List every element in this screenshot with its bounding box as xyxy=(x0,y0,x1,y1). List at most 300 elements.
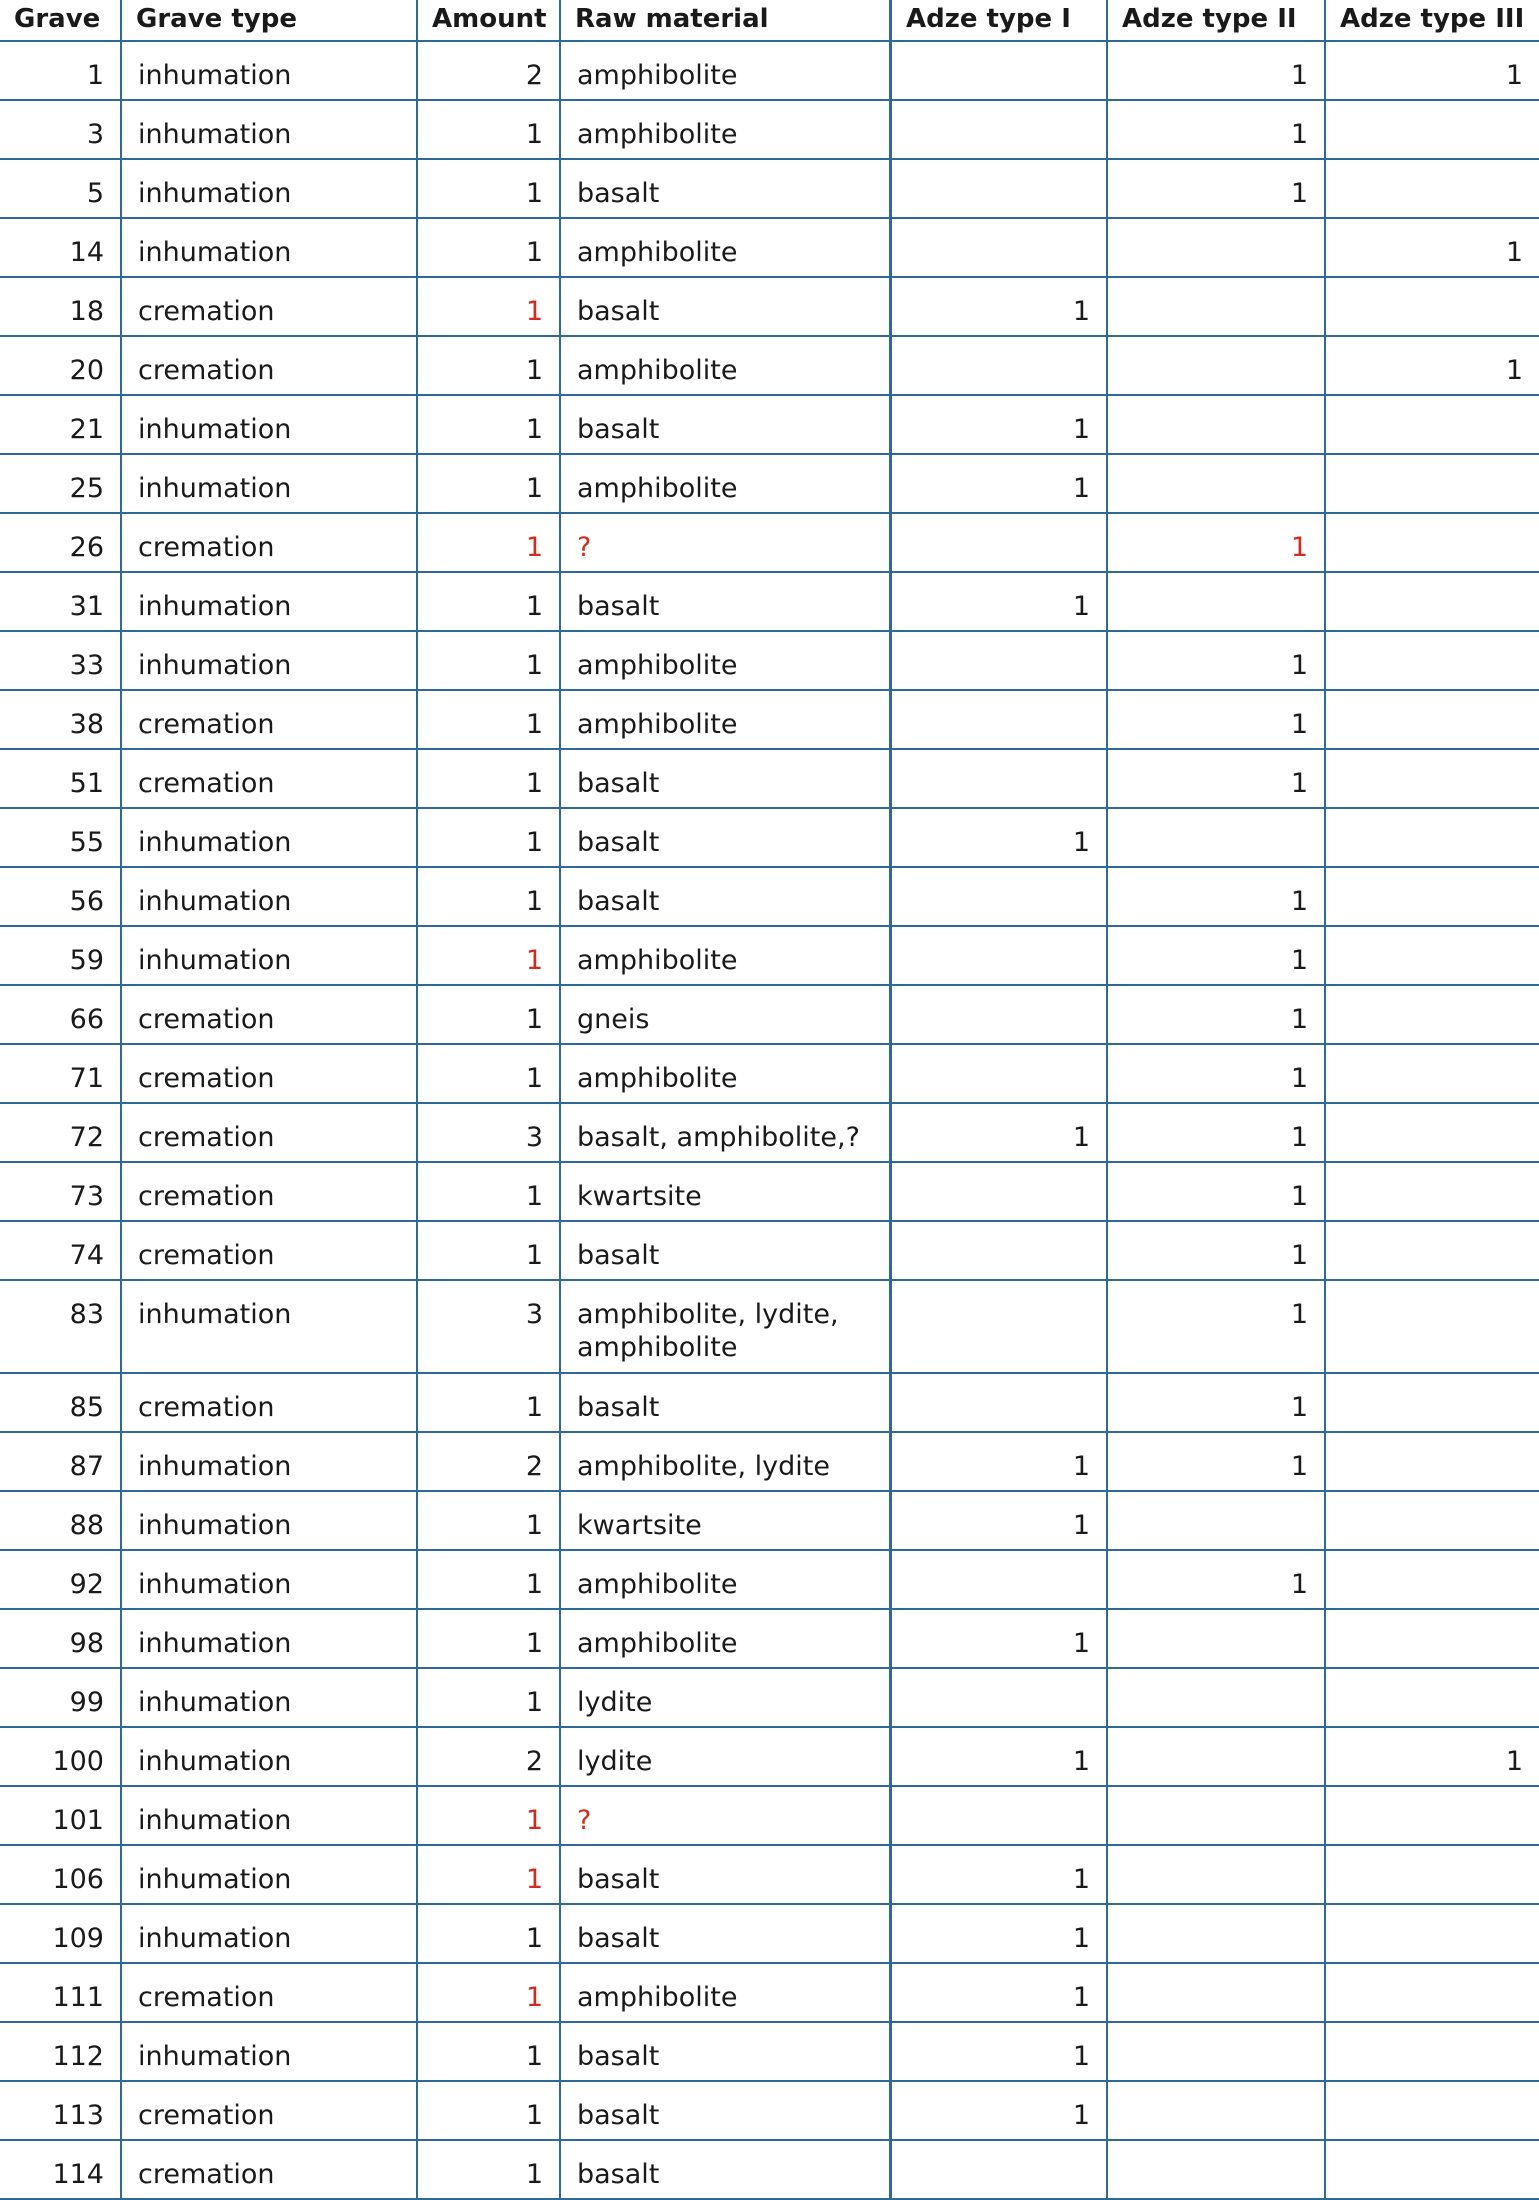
cell-amount xyxy=(416,632,559,689)
cell-adze-type-1-text xyxy=(892,1551,1090,1568)
table-row xyxy=(0,514,1539,573)
cell-raw-material-text: amphibolite xyxy=(577,1063,738,1094)
cell-adze-type-3-text xyxy=(1326,1281,1523,1298)
cell-adze-type-2 xyxy=(1106,1374,1324,1431)
cell-adze-type-1-text xyxy=(892,1281,1090,1298)
cell-grave-text: 87 xyxy=(69,1451,104,1482)
cell-adze-type-3-text xyxy=(1326,1905,1523,1922)
cell-adze-type-3-text xyxy=(1326,396,1523,413)
cell-adze-type-2-text xyxy=(1108,2082,1308,2099)
cell-adze-type-2-text: 1 xyxy=(1290,1569,1308,1600)
cell-adze-type-2-text xyxy=(1108,1964,1308,1981)
cell-amount xyxy=(416,691,559,748)
cell-grave-type-text: cremation xyxy=(138,1240,275,1271)
cell-adze-type-3 xyxy=(1324,1610,1539,1667)
table-row xyxy=(0,750,1539,809)
cell-amount xyxy=(416,219,559,276)
cell-adze-type-3 xyxy=(1324,1492,1539,1549)
cell-adze-type-1-text xyxy=(892,1045,1090,1062)
cell-adze-type-2 xyxy=(1106,750,1324,807)
cell-raw-material xyxy=(559,1374,889,1431)
cell-adze-type-3-text xyxy=(1326,1669,1523,1686)
cell-adze-type-1 xyxy=(889,868,1106,925)
cell-grave-type xyxy=(120,750,416,807)
cell-adze-type-3-text xyxy=(1326,1433,1523,1450)
cell-adze-type-1 xyxy=(889,1669,1106,1726)
cell-adze-type-1 xyxy=(889,1492,1106,1549)
cell-adze-type-3 xyxy=(1324,927,1539,984)
cell-adze-type-1-text: 1 xyxy=(1072,473,1090,504)
cell-adze-type-1 xyxy=(889,101,1106,158)
cell-raw-material xyxy=(559,809,889,866)
cell-raw-material-text: amphibolite xyxy=(577,1569,738,1600)
table-row xyxy=(0,219,1539,278)
cell-adze-type-3-text xyxy=(1326,1610,1523,1627)
cell-grave-text: 72 xyxy=(69,1122,104,1153)
cell-adze-type-2-text xyxy=(1108,1728,1308,1745)
cell-raw-material-text: lydite xyxy=(577,1746,653,1777)
cell-grave xyxy=(0,632,120,689)
cell-adze-type-2-text: 1 xyxy=(1290,709,1308,740)
table-row xyxy=(0,691,1539,750)
cell-grave-type-text: inhumation xyxy=(138,1299,292,1330)
cell-adze-type-2-text: 1 xyxy=(1290,178,1308,209)
cell-amount-text: 2 xyxy=(525,1451,543,1482)
cell-adze-type-2-text xyxy=(1108,219,1308,236)
cell-adze-type-1 xyxy=(889,219,1106,276)
cell-amount xyxy=(416,337,559,394)
cell-amount-text: 1 xyxy=(525,591,543,622)
cell-adze-type-2 xyxy=(1106,1669,1324,1726)
cell-grave xyxy=(0,1669,120,1726)
table-row xyxy=(0,986,1539,1045)
cell-raw-material xyxy=(559,1281,889,1372)
cell-amount xyxy=(416,1045,559,1102)
cell-adze-type-2 xyxy=(1106,1728,1324,1785)
cell-adze-type-2 xyxy=(1106,809,1324,866)
cell-amount xyxy=(416,160,559,217)
cell-raw-material-text: amphibolite xyxy=(577,237,738,268)
cell-grave-text: 114 xyxy=(52,2159,104,2190)
cell-amount-text: 3 xyxy=(525,1122,543,1153)
cell-raw-material xyxy=(559,160,889,217)
header-adze-type-2: Adze type II xyxy=(1106,0,1324,40)
cell-amount xyxy=(416,1846,559,1903)
cell-adze-type-1-text xyxy=(892,1222,1090,1239)
cell-grave-text: 25 xyxy=(69,473,104,504)
cell-adze-type-3-text xyxy=(1326,101,1523,118)
cell-grave xyxy=(0,1222,120,1279)
cell-adze-type-2 xyxy=(1106,1905,1324,1962)
table-row xyxy=(0,101,1539,160)
cell-adze-type-1 xyxy=(889,1281,1106,1372)
table-row xyxy=(0,1163,1539,1222)
header-adze-type-1: Adze type I xyxy=(889,0,1106,40)
cell-grave xyxy=(0,2082,120,2139)
cell-adze-type-2-text xyxy=(1108,337,1308,354)
cell-grave-type xyxy=(120,1433,416,1490)
cell-amount-text: 1 xyxy=(525,1628,543,1659)
cell-adze-type-3 xyxy=(1324,1104,1539,1161)
cell-raw-material xyxy=(559,455,889,512)
cell-amount xyxy=(416,396,559,453)
cell-grave-type-text: inhumation xyxy=(138,60,292,91)
cell-grave xyxy=(0,573,120,630)
cell-adze-type-1 xyxy=(889,632,1106,689)
cell-raw-material-text: basalt xyxy=(577,1240,660,1271)
cell-raw-material xyxy=(559,1222,889,1279)
cell-amount-text: 1 xyxy=(525,1864,543,1895)
cell-raw-material-text: amphibolite xyxy=(577,945,738,976)
cell-adze-type-3 xyxy=(1324,396,1539,453)
cell-grave-text: 21 xyxy=(69,414,104,445)
cell-grave-text: 3 xyxy=(86,119,104,150)
cell-adze-type-2-text xyxy=(1108,809,1308,826)
cell-adze-type-2 xyxy=(1106,1104,1324,1161)
cell-adze-type-2 xyxy=(1106,514,1324,571)
cell-adze-type-2 xyxy=(1106,396,1324,453)
cell-raw-material xyxy=(559,750,889,807)
table-row xyxy=(0,1551,1539,1610)
cell-adze-type-3 xyxy=(1324,1281,1539,1372)
cell-grave xyxy=(0,868,120,925)
cell-adze-type-2-text xyxy=(1108,1492,1308,1509)
cell-grave-type-text: cremation xyxy=(138,1181,275,1212)
cell-adze-type-2 xyxy=(1106,101,1324,158)
cell-amount-text: 1 xyxy=(525,2100,543,2131)
cell-amount xyxy=(416,278,559,335)
cell-adze-type-2-text: 1 xyxy=(1290,768,1308,799)
cell-amount-text: 1 xyxy=(525,178,543,209)
cell-grave-type xyxy=(120,2023,416,2080)
cell-grave-type-text: cremation xyxy=(138,1063,275,1094)
cell-grave xyxy=(0,101,120,158)
cell-amount-text: 1 xyxy=(525,886,543,917)
cell-grave-type-text: cremation xyxy=(138,768,275,799)
cell-adze-type-1-text xyxy=(892,927,1090,944)
cell-grave-type xyxy=(120,1787,416,1844)
table-row xyxy=(0,1846,1539,1905)
cell-adze-type-3 xyxy=(1324,573,1539,630)
cell-amount-text: 1 xyxy=(525,1510,543,1541)
cell-adze-type-2-text xyxy=(1108,2023,1308,2040)
cell-adze-type-1-text xyxy=(892,986,1090,1003)
cell-amount xyxy=(416,1281,559,1372)
cell-adze-type-2-text: 1 xyxy=(1290,60,1308,91)
cell-adze-type-3 xyxy=(1324,809,1539,866)
cell-adze-type-3-text xyxy=(1326,691,1523,708)
cell-raw-material xyxy=(559,927,889,984)
cell-adze-type-1 xyxy=(889,1551,1106,1608)
cell-amount-text: 1 xyxy=(525,2041,543,2072)
cell-adze-type-1-text: 1 xyxy=(1072,1122,1090,1153)
cell-grave-text: 66 xyxy=(69,1004,104,1035)
cell-raw-material xyxy=(559,1045,889,1102)
cell-amount-text: 1 xyxy=(525,650,543,681)
cell-adze-type-3-text: 1 xyxy=(1505,1746,1523,1777)
cell-grave xyxy=(0,455,120,512)
cell-grave xyxy=(0,1787,120,1844)
cell-raw-material-text: amphibolite xyxy=(577,1982,738,2013)
cell-amount-text: 1 xyxy=(525,1240,543,1271)
cell-grave-text: 113 xyxy=(52,2100,104,2131)
cell-amount-text: 1 xyxy=(525,709,543,740)
cell-adze-type-1 xyxy=(889,160,1106,217)
cell-adze-type-1-text: 1 xyxy=(1072,296,1090,327)
cell-raw-material xyxy=(559,514,889,571)
cell-grave xyxy=(0,2023,120,2080)
cell-grave-type xyxy=(120,927,416,984)
cell-grave xyxy=(0,750,120,807)
cell-adze-type-1-text xyxy=(892,1374,1090,1391)
cell-grave-type-text: inhumation xyxy=(138,1569,292,1600)
cell-amount xyxy=(416,809,559,866)
cell-amount-text: 1 xyxy=(525,1923,543,1954)
cell-raw-material xyxy=(559,2082,889,2139)
cell-adze-type-1 xyxy=(889,1433,1106,1490)
cell-grave-type xyxy=(120,1281,416,1372)
cell-grave xyxy=(0,809,120,866)
cell-raw-material xyxy=(559,632,889,689)
cell-adze-type-3 xyxy=(1324,868,1539,925)
cell-amount xyxy=(416,514,559,571)
cell-grave-text: 109 xyxy=(52,1923,104,1954)
cell-adze-type-2-text xyxy=(1108,1846,1308,1863)
cell-adze-type-1-text xyxy=(892,101,1090,118)
cell-grave-text: 112 xyxy=(52,2041,104,2072)
table-row xyxy=(0,1964,1539,2023)
cell-adze-type-1-text: 1 xyxy=(1072,1864,1090,1895)
cell-raw-material xyxy=(559,1905,889,1962)
table-row xyxy=(0,1374,1539,1433)
cell-adze-type-3 xyxy=(1324,1163,1539,1220)
cell-adze-type-3 xyxy=(1324,750,1539,807)
cell-amount xyxy=(416,1104,559,1161)
cell-grave xyxy=(0,1433,120,1490)
cell-raw-material-text: basalt xyxy=(577,414,660,445)
cell-grave xyxy=(0,691,120,748)
cell-grave-type xyxy=(120,1846,416,1903)
cell-raw-material xyxy=(559,1610,889,1667)
cell-grave-type-text: cremation xyxy=(138,532,275,563)
cell-adze-type-3 xyxy=(1324,219,1539,276)
cell-adze-type-1-text: 1 xyxy=(1072,414,1090,445)
cell-adze-type-1-text: 1 xyxy=(1072,1982,1090,2013)
cell-grave-type xyxy=(120,514,416,571)
table-row xyxy=(0,160,1539,219)
cell-grave-text: 73 xyxy=(69,1181,104,1212)
cell-adze-type-2-text xyxy=(1108,1669,1308,1686)
cell-raw-material-text: ? xyxy=(577,532,592,563)
cell-adze-type-1-text: 1 xyxy=(1072,591,1090,622)
cell-grave-type xyxy=(120,1551,416,1608)
cell-raw-material-text: basalt xyxy=(577,886,660,917)
cell-raw-material xyxy=(559,396,889,453)
cell-adze-type-1 xyxy=(889,809,1106,866)
cell-adze-type-2 xyxy=(1106,42,1324,99)
table-row xyxy=(0,573,1539,632)
cell-raw-material xyxy=(559,868,889,925)
cell-adze-type-1 xyxy=(889,1163,1106,1220)
cell-adze-type-2 xyxy=(1106,337,1324,394)
cell-grave-type-text: inhumation xyxy=(138,945,292,976)
cell-grave xyxy=(0,2141,120,2198)
cell-adze-type-3 xyxy=(1324,1222,1539,1279)
cell-adze-type-1-text: 1 xyxy=(1072,827,1090,858)
cell-adze-type-2 xyxy=(1106,1551,1324,1608)
cell-grave xyxy=(0,278,120,335)
cell-adze-type-1-text xyxy=(892,219,1090,236)
cell-adze-type-2-text xyxy=(1108,396,1308,413)
cell-grave xyxy=(0,160,120,217)
header-grave: Grave xyxy=(14,4,101,34)
cell-grave-text: 38 xyxy=(69,709,104,740)
cell-grave-text: 20 xyxy=(69,355,104,386)
table-row xyxy=(0,1045,1539,1104)
cell-adze-type-2 xyxy=(1106,1045,1324,1102)
cell-adze-type-2 xyxy=(1106,455,1324,512)
cell-adze-type-1-text xyxy=(892,868,1090,885)
table-row xyxy=(0,1610,1539,1669)
cell-grave-type xyxy=(120,1610,416,1667)
cell-adze-type-1-text: 1 xyxy=(1072,2100,1090,2131)
table-row xyxy=(0,809,1539,868)
cell-grave-text: 88 xyxy=(69,1510,104,1541)
cell-grave xyxy=(0,986,120,1043)
table-row xyxy=(0,2023,1539,2082)
cell-adze-type-3-text xyxy=(1326,1787,1523,1804)
table-row xyxy=(0,396,1539,455)
cell-amount xyxy=(416,2082,559,2139)
cell-adze-type-1 xyxy=(889,514,1106,571)
cell-grave-type xyxy=(120,101,416,158)
cell-adze-type-1 xyxy=(889,396,1106,453)
cell-adze-type-3-text xyxy=(1326,2082,1523,2099)
cell-adze-type-1-text xyxy=(892,514,1090,531)
cell-grave-type xyxy=(120,42,416,99)
cell-adze-type-2-text: 1 xyxy=(1290,945,1308,976)
cell-adze-type-2 xyxy=(1106,278,1324,335)
cell-raw-material-text: ? xyxy=(577,1805,592,1836)
cell-adze-type-3-text xyxy=(1326,160,1523,177)
cell-grave-text: 111 xyxy=(52,1982,104,2013)
cell-adze-type-1 xyxy=(889,1104,1106,1161)
cell-adze-type-2 xyxy=(1106,1222,1324,1279)
cell-adze-type-1-text xyxy=(892,1163,1090,1180)
cell-grave-text: 98 xyxy=(69,1628,104,1659)
cell-adze-type-3-text xyxy=(1326,868,1523,885)
cell-amount xyxy=(416,455,559,512)
cell-grave-type xyxy=(120,809,416,866)
cell-adze-type-3 xyxy=(1324,514,1539,571)
cell-grave-type xyxy=(120,455,416,512)
cell-adze-type-2-text: 1 xyxy=(1290,1240,1308,1271)
cell-adze-type-3-text xyxy=(1326,1163,1523,1180)
cell-adze-type-1 xyxy=(889,750,1106,807)
cell-raw-material-text: basalt xyxy=(577,1864,660,1895)
cell-adze-type-2 xyxy=(1106,1846,1324,1903)
cell-grave-text: 56 xyxy=(69,886,104,917)
table-row xyxy=(0,927,1539,986)
cell-adze-type-3 xyxy=(1324,1551,1539,1608)
cell-amount xyxy=(416,868,559,925)
cell-grave-type xyxy=(120,1728,416,1785)
cell-amount xyxy=(416,1222,559,1279)
table-row xyxy=(0,632,1539,691)
cell-grave-type xyxy=(120,573,416,630)
cell-raw-material-text: kwartsite xyxy=(577,1181,702,1212)
cell-adze-type-3-text xyxy=(1326,809,1523,826)
cell-adze-type-3 xyxy=(1324,691,1539,748)
cell-grave-type-text: inhumation xyxy=(138,2041,292,2072)
cell-raw-material xyxy=(559,1728,889,1785)
cell-adze-type-2-text: 1 xyxy=(1290,532,1308,563)
cell-grave-type xyxy=(120,2082,416,2139)
cell-grave-type xyxy=(120,1222,416,1279)
cell-amount xyxy=(416,1787,559,1844)
cell-amount xyxy=(416,573,559,630)
cell-raw-material xyxy=(559,1433,889,1490)
cell-adze-type-2 xyxy=(1106,1492,1324,1549)
table-row xyxy=(0,1281,1539,1374)
cell-raw-material-text: amphibolite xyxy=(577,1628,738,1659)
header-amount: Amount xyxy=(416,0,559,40)
cell-raw-material xyxy=(559,573,889,630)
cell-amount xyxy=(416,1728,559,1785)
cell-raw-material-text: basalt xyxy=(577,2159,660,2190)
cell-adze-type-1-text xyxy=(892,750,1090,767)
cell-raw-material xyxy=(559,1846,889,1903)
cell-grave-type xyxy=(120,1669,416,1726)
cell-adze-type-2 xyxy=(1106,1787,1324,1844)
cell-adze-type-1 xyxy=(889,2141,1106,2198)
cell-raw-material xyxy=(559,691,889,748)
cell-grave-text: 83 xyxy=(69,1299,104,1330)
cell-grave-type xyxy=(120,396,416,453)
cell-grave-type-text: cremation xyxy=(138,709,275,740)
cell-adze-type-2 xyxy=(1106,2082,1324,2139)
cell-amount xyxy=(416,927,559,984)
table-header-row xyxy=(0,0,1539,42)
cell-grave-type xyxy=(120,1045,416,1102)
cell-grave xyxy=(0,1905,120,1962)
cell-raw-material-text: lydite xyxy=(577,1687,653,1718)
cell-amount-text: 1 xyxy=(525,1004,543,1035)
cell-grave-text: 99 xyxy=(69,1687,104,1718)
cell-adze-type-2-text: 1 xyxy=(1290,1299,1308,1330)
cell-grave-text: 85 xyxy=(69,1392,104,1423)
cell-raw-material xyxy=(559,1669,889,1726)
cell-amount-text: 1 xyxy=(525,532,543,563)
cell-adze-type-3 xyxy=(1324,986,1539,1043)
cell-adze-type-1-text: 1 xyxy=(1072,2041,1090,2072)
cell-adze-type-2 xyxy=(1106,927,1324,984)
cell-grave-text: 5 xyxy=(86,178,104,209)
cell-raw-material-text: basalt xyxy=(577,2100,660,2131)
cell-adze-type-3-text xyxy=(1326,1846,1523,1863)
cell-grave-type xyxy=(120,1905,416,1962)
cell-raw-material-text: basalt xyxy=(577,1923,660,1954)
cell-raw-material-text: basalt xyxy=(577,178,660,209)
cell-grave-type xyxy=(120,1374,416,1431)
cell-adze-type-3-text xyxy=(1326,514,1523,531)
cell-adze-type-2 xyxy=(1106,986,1324,1043)
cell-adze-type-1 xyxy=(889,455,1106,512)
cell-amount xyxy=(416,101,559,158)
cell-adze-type-2-text xyxy=(1108,2141,1308,2158)
cell-adze-type-2 xyxy=(1106,632,1324,689)
cell-adze-type-1 xyxy=(889,1846,1106,1903)
